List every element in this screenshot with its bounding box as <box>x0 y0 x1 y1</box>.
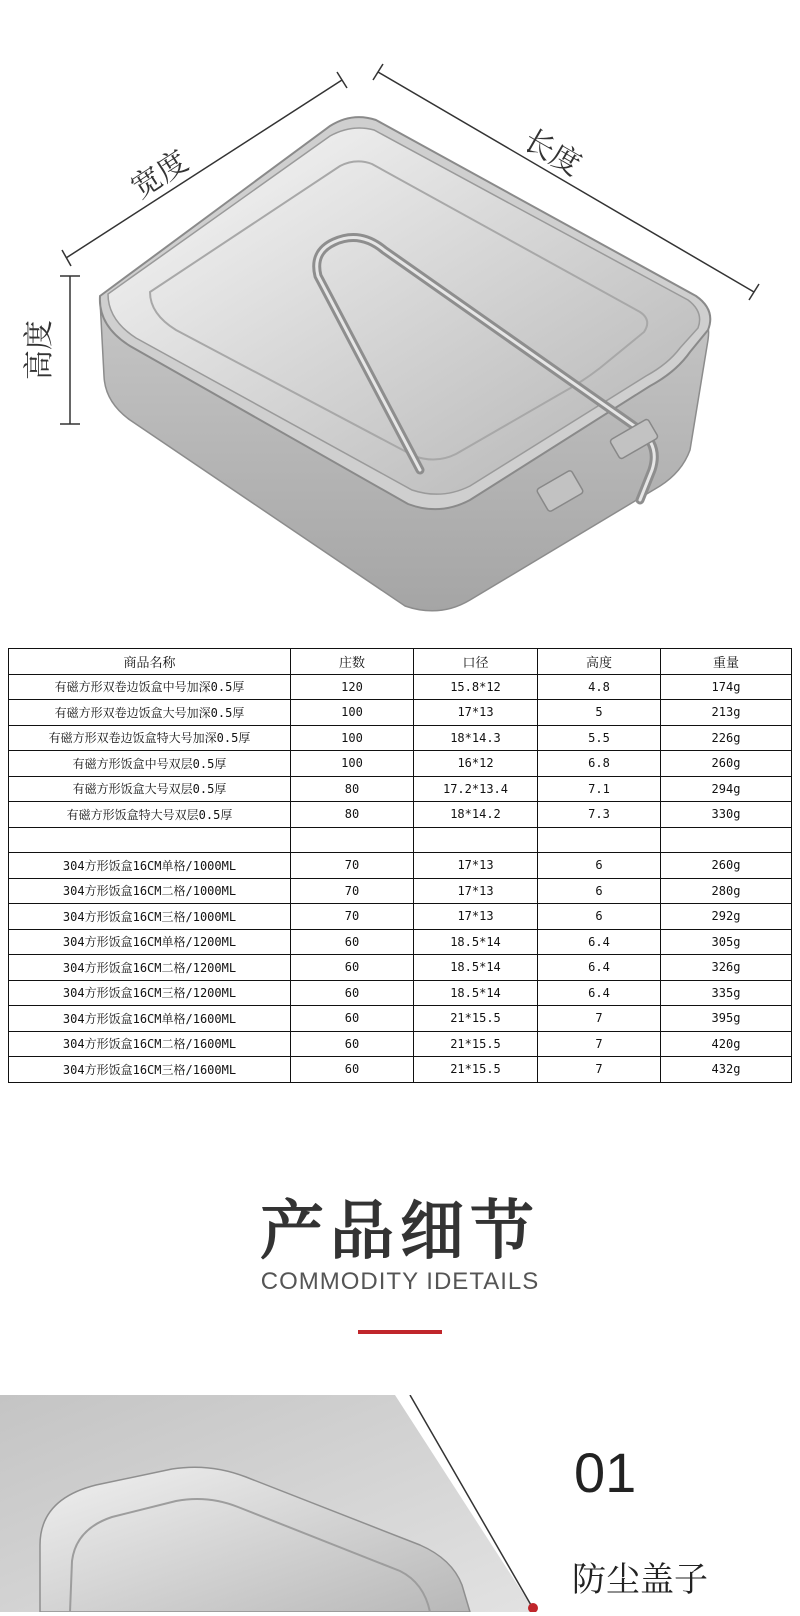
cell-product-name: 有磁方形双卷边饭盒大号加深0.5厚 <box>9 700 291 726</box>
cell-diameter: 18.5*14 <box>414 955 538 981</box>
cell-height: 7 <box>538 1031 661 1057</box>
cell-weight: 432g <box>661 1057 792 1083</box>
cell-height: 6.4 <box>538 929 661 955</box>
cell-weight: 395g <box>661 1006 792 1032</box>
cell-product-name: 304方形饭盒16CM三格/1200ML <box>9 980 291 1006</box>
table-row <box>9 980 792 1006</box>
header-diameter: 口径 <box>414 649 538 675</box>
cell-height: 4.8 <box>538 674 661 700</box>
cell-weight <box>661 827 792 853</box>
cell-product-name: 有磁方形双卷边饭盒中号加深0.5厚 <box>9 674 291 700</box>
table-row <box>9 878 792 904</box>
header-product-name: 商品名称 <box>9 649 291 675</box>
height-label: 高度 <box>22 320 57 380</box>
cell-quantity: 80 <box>291 776 414 802</box>
cell-weight: 260g <box>661 853 792 879</box>
cell-quantity: 60 <box>291 929 414 955</box>
width-label: 宽度 <box>125 143 195 206</box>
cell-weight: 174g <box>661 674 792 700</box>
cell-diameter: 18.5*14 <box>414 929 538 955</box>
cell-height: 7.3 <box>538 802 661 828</box>
cell-weight: 330g <box>661 802 792 828</box>
cell-quantity: 70 <box>291 904 414 930</box>
cell-weight: 420g <box>661 1031 792 1057</box>
lunch-box-illustration <box>0 0 800 640</box>
cell-quantity: 100 <box>291 700 414 726</box>
cell-height: 6 <box>538 878 661 904</box>
cell-product-name: 有磁方形饭盒特大号双层0.5厚 <box>9 802 291 828</box>
table-row <box>9 929 792 955</box>
detail-number: 01 <box>574 1441 637 1504</box>
table-row <box>9 1057 792 1083</box>
cell-diameter: 16*12 <box>414 751 538 777</box>
cell-height: 7 <box>538 1006 661 1032</box>
table-row <box>9 904 792 930</box>
cell-weight: 305g <box>661 929 792 955</box>
cell-height: 6 <box>538 904 661 930</box>
cell-diameter: 17*13 <box>414 904 538 930</box>
cell-product-name: 304方形饭盒16CM三格/1000ML <box>9 904 291 930</box>
cell-height: 6 <box>538 853 661 879</box>
cell-product-name: 304方形饭盒16CM单格/1200ML <box>9 929 291 955</box>
cell-product-name: 304方形饭盒16CM二格/1600ML <box>9 1031 291 1057</box>
cell-diameter: 18*14.3 <box>414 725 538 751</box>
section-title: 产品细节 <box>260 1195 540 1269</box>
cell-quantity: 60 <box>291 1006 414 1032</box>
cell-height: 7.1 <box>538 776 661 802</box>
table-row <box>9 674 792 700</box>
cell-diameter <box>414 827 538 853</box>
cell-product-name <box>9 827 291 853</box>
cell-product-name: 304方形饭盒16CM三格/1600ML <box>9 1057 291 1083</box>
cell-quantity: 100 <box>291 751 414 777</box>
cell-product-name: 304方形饭盒16CM二格/1000ML <box>9 878 291 904</box>
cell-quantity: 80 <box>291 802 414 828</box>
cell-diameter: 15.8*12 <box>414 674 538 700</box>
cell-height: 6.4 <box>538 980 661 1006</box>
cell-quantity: 60 <box>291 955 414 981</box>
table-row <box>9 725 792 751</box>
cell-weight: 280g <box>661 878 792 904</box>
cell-quantity <box>291 827 414 853</box>
cell-product-name: 有磁方形双卷边饭盒特大号加深0.5厚 <box>9 725 291 751</box>
cell-weight: 226g <box>661 725 792 751</box>
cell-quantity: 70 <box>291 853 414 879</box>
table-row <box>9 853 792 879</box>
table-row <box>9 776 792 802</box>
table-row <box>9 802 792 828</box>
spec-table <box>8 648 792 1083</box>
header-height: 高度 <box>538 649 661 675</box>
cell-diameter: 21*15.5 <box>414 1057 538 1083</box>
table-row <box>9 955 792 981</box>
cell-product-name: 304方形饭盒16CM单格/1600ML <box>9 1006 291 1032</box>
table-row <box>9 1031 792 1057</box>
cell-quantity: 70 <box>291 878 414 904</box>
cell-height <box>538 827 661 853</box>
cell-height: 7 <box>538 1057 661 1083</box>
cell-weight: 213g <box>661 700 792 726</box>
cell-product-name: 304方形饭盒16CM单格/1000ML <box>9 853 291 879</box>
cell-diameter: 21*15.5 <box>414 1031 538 1057</box>
cell-product-name: 有磁方形饭盒大号双层0.5厚 <box>9 776 291 802</box>
cell-quantity: 60 <box>291 1057 414 1083</box>
cell-diameter: 17*13 <box>414 700 538 726</box>
cell-weight: 335g <box>661 980 792 1006</box>
cell-weight: 294g <box>661 776 792 802</box>
cell-diameter: 17.2*13.4 <box>414 776 538 802</box>
cell-quantity: 120 <box>291 674 414 700</box>
cell-weight: 260g <box>661 751 792 777</box>
table-row <box>9 1006 792 1032</box>
table-row <box>9 751 792 777</box>
cell-diameter: 18.5*14 <box>414 980 538 1006</box>
section-subtitle: COMMODITY IDETAILS <box>260 1268 540 1295</box>
cell-quantity: 100 <box>291 725 414 751</box>
cell-product-name: 304方形饭盒16CM二格/1200ML <box>9 955 291 981</box>
cell-quantity: 60 <box>291 980 414 1006</box>
cell-weight: 292g <box>661 904 792 930</box>
cell-diameter: 21*15.5 <box>414 1006 538 1032</box>
cell-diameter: 17*13 <box>414 853 538 879</box>
cell-height: 6.8 <box>538 751 661 777</box>
detail-label: 防尘盖子 <box>572 1560 708 1600</box>
header-weight: 重量 <box>661 649 792 675</box>
product-hero <box>0 0 800 640</box>
cell-weight: 326g <box>661 955 792 981</box>
table-header-row <box>9 649 792 675</box>
cell-diameter: 18*14.2 <box>414 802 538 828</box>
header-quantity: 庄数 <box>291 649 414 675</box>
table-row <box>9 700 792 726</box>
cell-quantity: 60 <box>291 1031 414 1057</box>
accent-divider <box>358 1330 442 1334</box>
cell-height: 5.5 <box>538 725 661 751</box>
height-dimension-line <box>60 276 80 424</box>
cell-product-name: 有磁方形饭盒中号双层0.5厚 <box>9 751 291 777</box>
cell-height: 6.4 <box>538 955 661 981</box>
length-label: 长度 <box>517 122 587 184</box>
cell-height: 5 <box>538 700 661 726</box>
table-row-empty <box>9 827 792 853</box>
cell-diameter: 17*13 <box>414 878 538 904</box>
